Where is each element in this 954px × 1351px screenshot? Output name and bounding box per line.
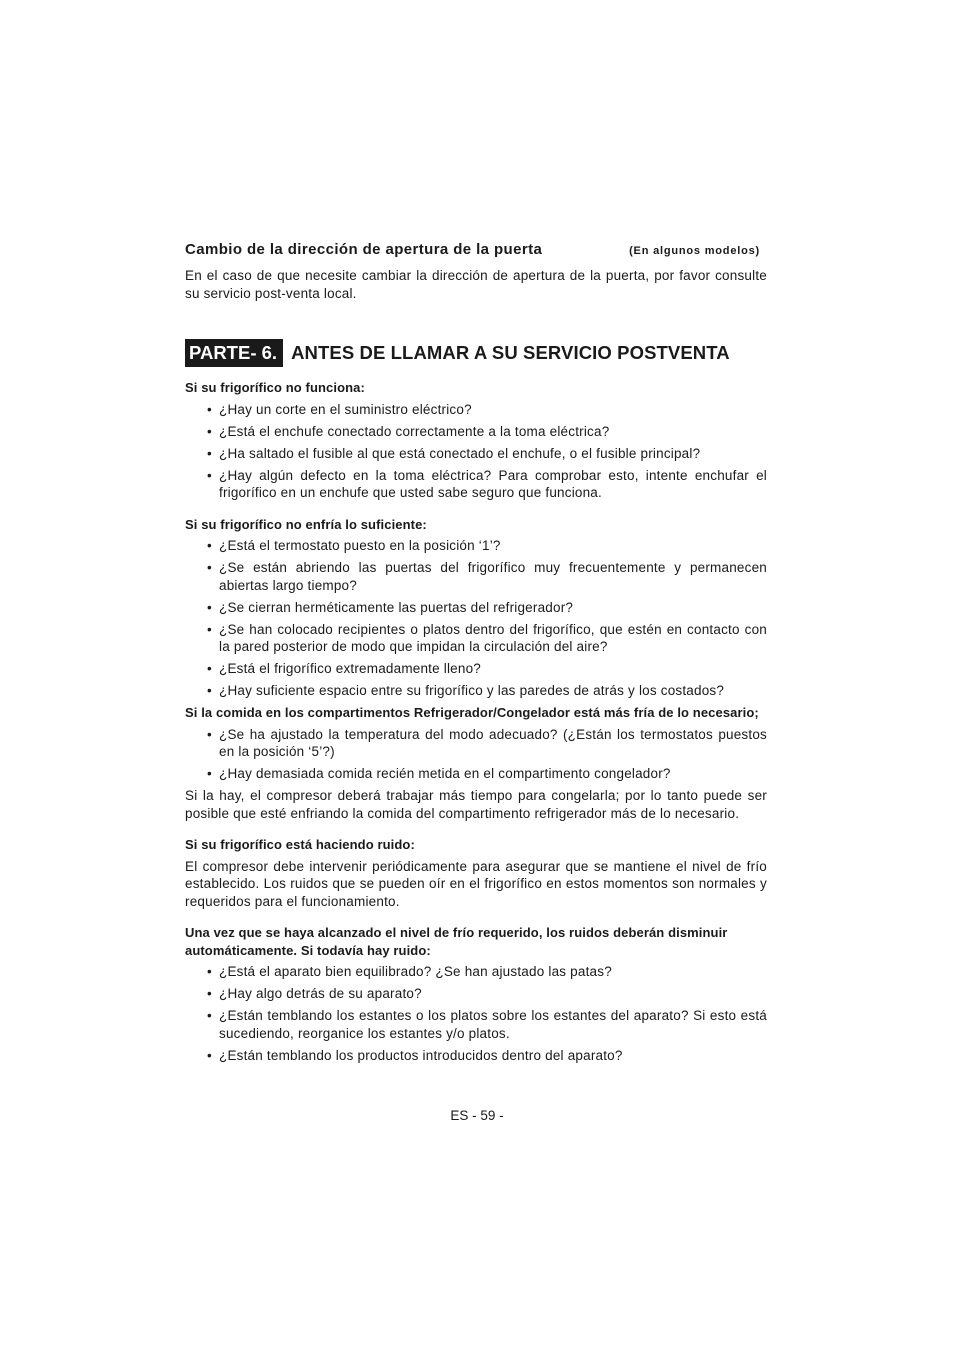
section-heading-no-funciona: Si su frigorífico no funciona:	[185, 380, 365, 395]
list-item: • ¿Hay suficiente espacio entre su frigorífico y las paredes de atrás y los costados?	[207, 683, 725, 698]
page-number: ES - 59 -	[450, 1108, 504, 1123]
list-item: • ¿Hay algo detrás de su aparato?	[207, 986, 422, 1001]
bullet-icon: •	[207, 766, 212, 781]
bullet-icon: •	[207, 964, 212, 979]
door-section-title: Cambio de la dirección de apertura de la puerta	[185, 241, 543, 258]
part-badge: PARTE- 6.	[185, 339, 283, 367]
list-item: • ¿Se ha ajustado la temperatura del modo adecuado? (¿Están los termostatos puestos en la posición ‘5’?)	[207, 726, 767, 759]
list-item: • ¿Se cierran herméticamente las puertas del refrigerador?	[207, 599, 574, 615]
list-item: • ¿Hay demasiada comida recién metida en el compartimento congelador?	[207, 766, 671, 781]
list-item: • ¿Está el enchufe conectado correctamente a la toma eléctrica?	[207, 423, 610, 439]
door-section-note: (En algunos modelos)	[629, 245, 760, 257]
section-text-ruido: El compresor debe intervenir periódicamente para asegurar que se mantiene el nivel de frío establecido. Los ruidos que se pueden oír en el frigorífico en estos momentos son normales y requeridos para el funcionamiento.	[185, 858, 767, 909]
door-section-header	[185, 241, 767, 258]
section-heading-no-enfria: Si su frigorífico no enfría lo suficiente:	[185, 516, 427, 532]
bullet-icon: •	[207, 445, 212, 461]
list-no-funciona	[185, 401, 767, 502]
section-heading-todavia-ruido: Una vez que se haya alcanzado el nivel de frío requerido, los ruidos deberán disminuir automáticamente. Si todavía hay ruido:	[185, 925, 728, 958]
list-mas-fria	[185, 726, 767, 783]
bullet-icon: •	[207, 986, 212, 1001]
list-item: • ¿Está el aparato bien equilibrado? ¿Se han ajustado las patas?	[207, 964, 612, 979]
bullet-icon: •	[207, 599, 212, 615]
bullet-icon: •	[207, 423, 212, 439]
list-item: • ¿Se han colocado recipientes o platos dentro del frigorífico, que estén en contacto con la pared posterior de modo que impidan la circulación del aire?	[207, 621, 767, 654]
section-heading-ruido: Si su frigorífico está haciendo ruido:	[185, 837, 415, 852]
part-title: ANTES DE LLAMAR A SU SERVICIO POSTVENTA	[291, 342, 730, 363]
list-item: • ¿Se están abriendo las puertas del frigorífico muy frecuentemente y permanecen abiertas largo tiempo?	[207, 560, 767, 593]
bullet-icon: •	[207, 467, 212, 483]
bullet-icon: •	[207, 726, 212, 742]
list-item: • ¿Está el termostato puesto en la posición ‘1’?	[207, 538, 501, 553]
list-item: • ¿Está el frigorífico extremadamente lleno?	[207, 661, 482, 676]
list-todavia-ruido	[185, 963, 767, 1064]
bullet-icon: •	[207, 1047, 212, 1063]
section-text-mas-fria: Si la hay, el compresor deberá trabajar más tiempo para congelarla; por lo tanto puede ser posible que esté enfriando la comida del compartimento refrigerador más de lo necesario.	[185, 788, 767, 821]
list-item: • ¿Ha saltado el fusible al que está conectado el enchufe, o el fusible principal?	[207, 445, 701, 461]
bullet-icon: •	[207, 560, 212, 575]
part-heading	[185, 339, 767, 367]
bullet-icon: •	[207, 661, 212, 676]
door-section-text: En el caso de que necesite cambiar la dirección de apertura de la puerta, por favor consulte su servicio post-venta local.	[185, 268, 767, 301]
list-item: • ¿Están temblando los productos introducidos dentro del aparato?	[207, 1047, 623, 1063]
list-item: • ¿Están temblando los estantes o los platos sobre los estantes del aparato? Si esto está sucediendo, reorganice los estantes y/o platos.	[207, 1008, 767, 1041]
section-heading-mas-fria: Si la comida en los compartimentos Refrigerador/Congelador está más fría de lo necesario;	[185, 705, 759, 720]
bullet-icon: •	[207, 538, 212, 553]
bullet-icon: •	[207, 621, 212, 637]
list-no-enfria	[185, 537, 767, 700]
bullet-icon: •	[207, 401, 212, 417]
list-item: • ¿Hay algún defecto en la toma eléctrica? Para comprobar esto, intente enchufar el frigorífico en un enchufe que usted sabe seguro que funciona.	[207, 467, 767, 500]
list-item: • ¿Hay un corte en el suministro eléctrico?	[207, 401, 472, 417]
bullet-icon: •	[207, 1008, 212, 1023]
page-content	[185, 241, 767, 1069]
bullet-icon: •	[207, 683, 212, 698]
